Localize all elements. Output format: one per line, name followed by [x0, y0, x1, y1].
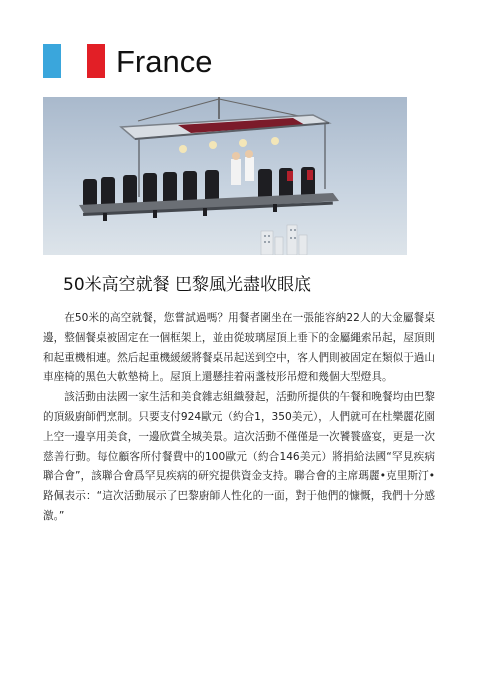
article-paragraph-2: 該活動由法國一家生活和美食雜志組織發起，活動所提供的午餐和晚餐均由巴黎的頂級廚師們烹制。只要支付924歐元（約合1，350美元），人們就可在杜樂麗花園上空一邊享用美食，一邊欣賞全城美景。這次活動不僅僅是一次饕餮盛宴，更是一次慈善行動。每位顧客所付餐費中的100歐元（約合146美元）將捐給法國“罕見疾病聯合會”，該聯合會爲罕見疾病的研究提供資金支持。聯合會的主席瑪麗•克里斯汀•路佩表示：“這次活動展示了巴黎廚師人性化的一面，對于他們的慷慨，我們十分感激。” — [43, 391, 435, 522]
france-flag-icon — [43, 44, 105, 78]
flag-blue-stripe — [43, 44, 61, 78]
article-body — [43, 309, 435, 527]
country-title: France — [116, 44, 213, 79]
flag-red-stripe — [87, 44, 105, 78]
article-paragraph-1: 在50米的高空就餐，您嘗試過嗎？用餐者圍坐在一張能容納22人的大金屬餐桌邊，整個餐桌被固定在一個框架上，並由從玻璃屋頂上垂下的金屬繩索吊起，屋頂則和起重機相連。然后起重機緩緩將餐桌吊起送到空中，客人們則被固定在類似于過山車座椅的黑色大軟墊椅上。屋頂上還懸挂着兩盞枝形吊燈和幾個大型燈具。 — [43, 312, 435, 384]
article-headline: 50米高空就餐 巴黎風光盡收眼底 — [63, 275, 312, 295]
dinner-in-the-sky-photo — [43, 97, 407, 255]
dinner-in-the-sky-table-icon — [43, 97, 407, 255]
